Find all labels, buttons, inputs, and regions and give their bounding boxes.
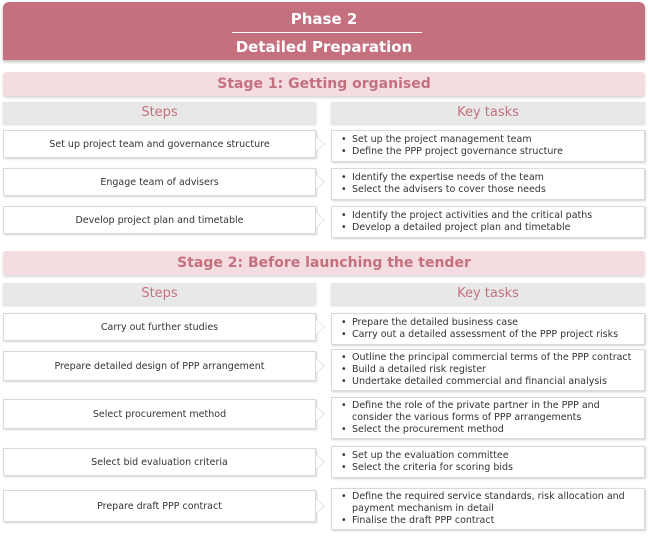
step-label: Engage team of advisers bbox=[100, 176, 219, 188]
task-box bbox=[331, 168, 645, 200]
step-box bbox=[3, 313, 316, 341]
step-box bbox=[3, 351, 316, 381]
task-item: • Identify the project activities and the critical paths bbox=[352, 210, 592, 222]
task-item: • Outline the principal commercial terms of the PPP contract bbox=[352, 352, 631, 364]
task-box bbox=[331, 446, 645, 478]
step-label: Prepare detailed design of PPP arrangement bbox=[54, 360, 265, 372]
stage-1-title: Stage 1: Getting organised bbox=[3, 72, 645, 96]
stage-1-tasks-header: Key tasks bbox=[331, 102, 645, 124]
phase-title: Phase 2 bbox=[290, 10, 358, 28]
task-list bbox=[352, 172, 546, 196]
stage-2-title: Stage 2: Before launching the tender bbox=[3, 251, 645, 275]
task-item: • Build a detailed risk register bbox=[352, 364, 631, 376]
stage-1-steps-header: Steps bbox=[3, 102, 316, 124]
task-item: • Select the advisers to cover those needs bbox=[352, 184, 546, 196]
task-list bbox=[352, 210, 592, 234]
step-label: Select procurement method bbox=[92, 408, 227, 420]
task-item: • Prepare the detailed business case bbox=[352, 317, 618, 329]
task-box bbox=[331, 488, 645, 530]
phase-subtitle: Detailed Preparation bbox=[235, 38, 413, 56]
step-label: Develop project plan and timetable bbox=[75, 214, 244, 226]
phase-divider bbox=[232, 32, 422, 33]
task-list bbox=[352, 317, 618, 341]
step-label: Prepare draft PPP contract bbox=[97, 500, 222, 512]
task-item: • Select the procurement method bbox=[352, 424, 638, 436]
task-item: • Develop a detailed project plan and timetable bbox=[352, 222, 592, 234]
task-list bbox=[352, 134, 563, 158]
task-item: • Carry out a detailed assessment of the PPP project risks bbox=[352, 329, 618, 341]
task-box bbox=[331, 349, 645, 391]
task-item: • Set up the project management team bbox=[352, 134, 563, 146]
step-label: Select bid evaluation criteria bbox=[91, 456, 228, 468]
task-box bbox=[331, 313, 645, 345]
task-item: • Set up the evaluation committee bbox=[352, 450, 513, 462]
task-list bbox=[352, 491, 638, 527]
task-box bbox=[331, 130, 645, 162]
step-box bbox=[3, 206, 316, 234]
task-list bbox=[352, 352, 631, 388]
task-item: • Define the PPP project governance structure bbox=[352, 146, 563, 158]
task-box bbox=[331, 206, 645, 238]
task-item: • Select the criteria for scoring bids bbox=[352, 462, 513, 474]
stage-2-steps-header: Steps bbox=[3, 283, 316, 305]
task-list bbox=[352, 400, 638, 436]
phase-header bbox=[3, 2, 645, 60]
task-item: • Define the role of the private partner in the PPP and consider the various forms of PPP arrangements bbox=[352, 400, 638, 424]
task-item: • Define the required service standards, risk allocation and payment mechanism in detail bbox=[352, 491, 638, 515]
step-label: Set up project team and governance structure bbox=[49, 138, 270, 150]
step-label: Carry out further studies bbox=[100, 321, 219, 333]
step-box bbox=[3, 399, 316, 429]
task-item: • Undertake detailed commercial and financial analysis bbox=[352, 376, 631, 388]
step-box bbox=[3, 130, 316, 158]
stage-2-tasks-header: Key tasks bbox=[331, 283, 645, 305]
task-box bbox=[331, 397, 645, 439]
task-list bbox=[352, 450, 513, 474]
task-item: • Identify the expertise needs of the team bbox=[352, 172, 546, 184]
step-box bbox=[3, 168, 316, 196]
task-item: • Finalise the draft PPP contract bbox=[352, 515, 638, 527]
step-box bbox=[3, 490, 316, 522]
step-box bbox=[3, 448, 316, 476]
